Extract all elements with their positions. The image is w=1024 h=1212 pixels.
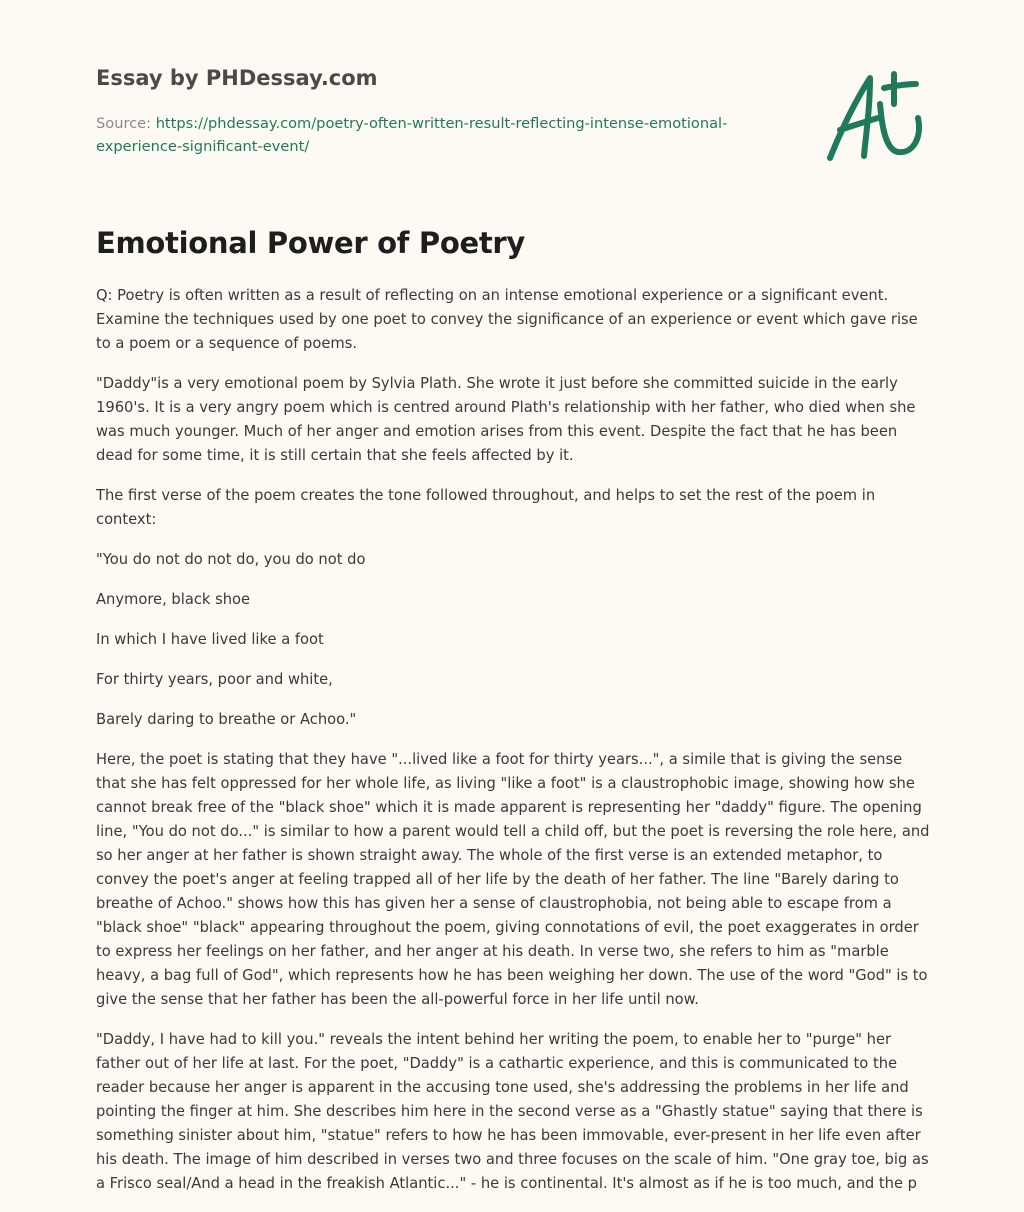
poem-line: For thirty years, poor and white, bbox=[96, 671, 333, 688]
document-title: Emotional Power of Poetry bbox=[96, 226, 526, 260]
paragraph: "Daddy"is a very emotional poem by Sylvia Plath. She wrote it just before she committed suicide in the early 1960's. It is a very angry poem which is centred around Plath's relationship with her father, who died when she was much younger. Much of her anger and emotion arises from this event. Despite the fact that he has been dead for some time, it is still certain that she feels affected by it. bbox=[96, 375, 916, 464]
poem-line: Anymore, black shoe bbox=[96, 591, 251, 608]
a-plus-logo-icon bbox=[824, 64, 934, 174]
poem-line: "You do not do not do, you do not do bbox=[96, 551, 366, 568]
paragraph: Q: Poetry is often written as a result of reflecting on an intense emotional experience or a significant event. Examine the techniques used by one poet to convey the significance of an experience or event which gave rise to a poem or a sequence of poems. bbox=[96, 287, 918, 352]
source-label: Source: bbox=[96, 115, 156, 132]
site-title: Essay by PHDessay.com bbox=[96, 66, 378, 90]
source-line bbox=[96, 112, 776, 158]
source-link[interactable]: https://phdessay.com/poetry-often-written-result-reflecting-intense-emotional-experience-significant-event/ bbox=[96, 115, 728, 155]
paragraph: Here, the poet is stating that they have "...lived like a foot for thirty years...", a simile that is giving the sense that she has felt oppressed for her whole life, as living "like a foot" is a claustrophobic image, showing how she cannot break free of the "black shoe" which it is made apparent is representing her "daddy" figure. The opening line, "You do not do..." is similar to how a parent would tell a child off, but the poet is reversing the role here, and so her anger at her father is shown straight away. The whole of the first verse is an extended metaphor, to convey the poet's anger at feeling trapped all of her life by the death of her father. The line "Barely daring to breathe of Achoo." shows how this has given her a sense of claustrophobia, not being able to escape from a "black shoe" "black" appearing throughout the poem, giving connotations of evil, the poet exaggerates in order to express her feelings on her father, and her anger at his death. In verse two, she refers to him as "marble heavy, a bag full of God", which represents how he has been weighing her down. The use of the word "God" is to give the sense that her father has been the all-powerful force in her life until now. bbox=[96, 751, 930, 1008]
poem-line: Barely daring to breathe or Achoo." bbox=[96, 711, 357, 728]
paragraph: "Daddy, I have had to kill you." reveals the intent behind her writing the poem, to enable her to "purge" her father out of her life at last. For the poet, "Daddy" is a cathartic experience, and this is communicated to the reader because her anger is apparent in the accusing tone used, she's addressing the problems in her life and pointing the finger at him. She describes him here in the second verse as a "Ghastly statue" saying that there is something sinister about him, "statue" refers to how he has been immovable, ever-present in her life even after his death. The image of him described in verses two and three focuses on the scale of him. "One gray toe, big as a Frisco seal/And a head in the freakish Atlantic..." - he is continental. It's almost as if he is too much, and the p bbox=[96, 1031, 929, 1192]
poem-line: In which I have lived like a foot bbox=[96, 631, 324, 648]
essay-body bbox=[96, 284, 932, 1212]
paragraph: The first verse of the poem creates the tone followed throughout, and helps to set the rest of the poem in context: bbox=[96, 487, 876, 528]
